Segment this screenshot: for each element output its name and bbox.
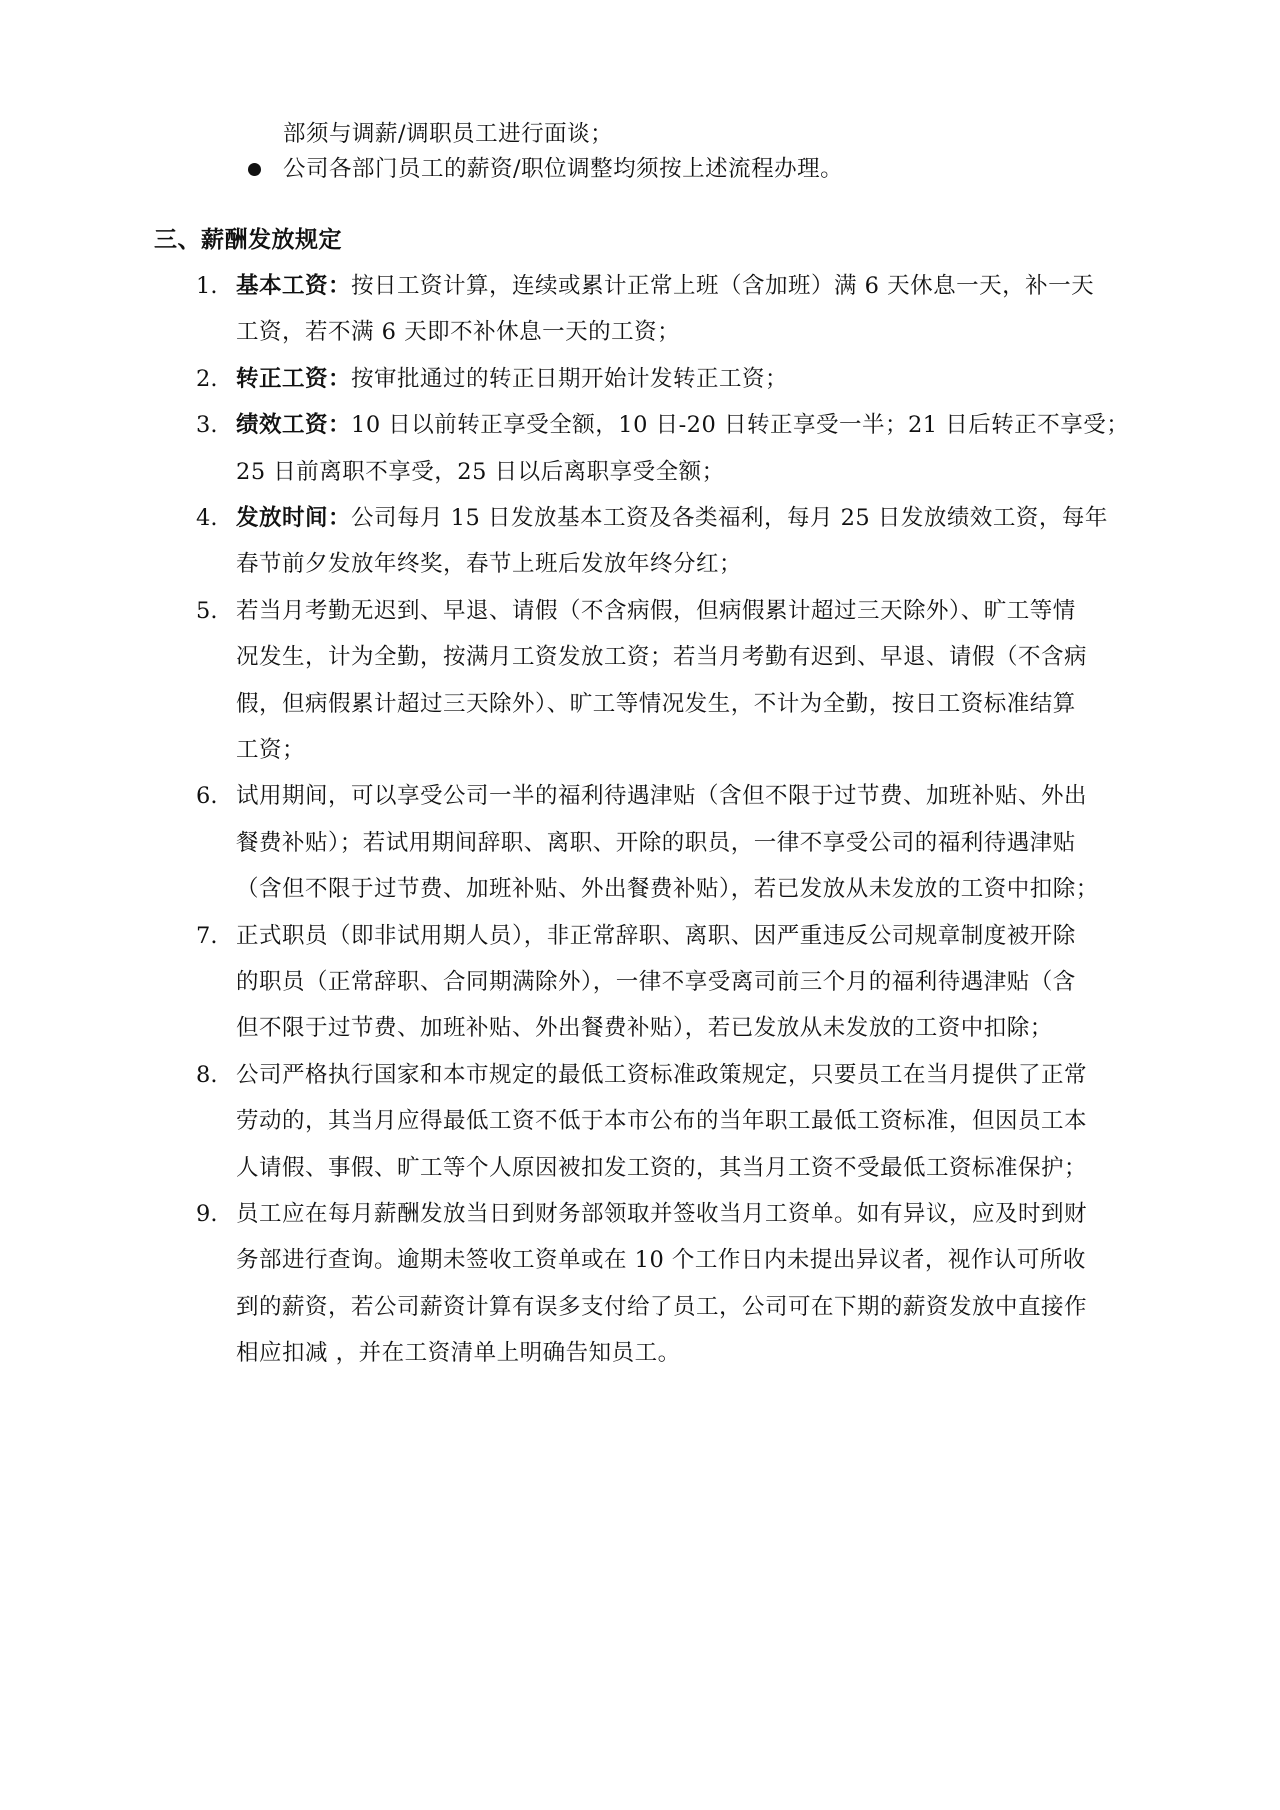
item-line: 务部进行查询。逾期未签收工资单或在 10 个工作日内未提出异议者，视作认可所收 [236,1247,1086,1273]
item-text: 按审批通过的转正日期开始计发转正工资； [351,366,789,392]
item-line: 人请假、事假、旷工等个人原因被扣发工资的，其当月工资不受最低工资标准保护； [236,1155,1088,1181]
item-text: 10 日以前转正享受全额，10 日-20 日转正享受一半；21 日后转正不享受； [351,412,1130,438]
item-text: 公司每月 15 日发放基本工资及各类福利，每月 25 日发放绩效工资，每年 [351,505,1108,531]
item-line: （含但不限于过节费、加班补贴、外出餐费补贴），若已发放从未发放的工资中扣除； [236,876,1099,902]
item-line: 假，但病假累计超过三天除外）、旷工等情况发生，不计为全勤，按日工资标准结算 [236,691,1076,717]
bullet-dot-icon [248,163,261,176]
item-number: 4. [196,505,218,531]
item-label: 发放时间： [236,505,352,531]
item-line [236,364,788,394]
item-line: 员工应在每月薪酬发放当日到财务部领取并签收当月工资单。如有异议，应及时到财 [236,1201,1088,1227]
item-number: 6. [196,783,218,809]
intro-bullet: 公司各部门员工的薪资/职位调整均须按上述流程办理。 [283,156,844,182]
item-number: 5. [196,598,218,624]
item-line: 相应扣减 ，并在工资清单上明确告知员工。 [236,1340,681,1366]
item-number: 1. [196,273,218,299]
item-line: 春节前夕发放年终奖，春节上班后发放年终分红； [236,551,743,577]
intro-continuation: 部须与调薪/调职员工进行面谈； [283,121,614,147]
item-line: 工资； [236,737,306,763]
item-line: 25 日前离职不享受，25 日以后离职享受全额； [236,459,725,485]
item-text: 按日工资计算，连续或累计正常上班（含加班）满 6 天休息一天，补一天 [351,273,1095,299]
item-line [236,503,1108,533]
section-heading: 三、薪酬发放规定 [154,226,342,253]
item-line: 劳动的，其当月应得最低工资不低于本市公布的当年职工最低工资标准，但因员工本 [236,1108,1088,1134]
item-number: 3. [196,412,218,438]
item-label: 绩效工资： [236,412,352,438]
item-label: 转正工资： [236,366,352,392]
item-number: 8. [196,1062,218,1088]
item-line: 正式职员（即非试用期人员），非正常辞职、离职、因严重违反公司规章制度被开除 [236,923,1076,949]
item-number: 9. [196,1201,218,1227]
item-number: 2. [196,366,218,392]
item-line: 但不限于过节费、加班补贴、外出餐费补贴），若已发放从未发放的工资中扣除； [236,1015,1053,1041]
item-label: 基本工资： [236,273,352,299]
item-number: 7. [196,923,218,949]
item-line [236,410,1129,440]
item-line: 到的薪资，若公司薪资计算有误多支付给了员工，公司可在下期的薪资发放中直接作 [236,1294,1088,1320]
item-line: 若当月考勤无迟到、早退、请假（不含病假，但病假累计超过三天除外）、旷工等情 [236,598,1076,624]
item-line: 公司严格执行国家和本市规定的最低工资标准政策规定，只要员工在当月提供了正常 [236,1062,1088,1088]
item-line: 试用期间，可以享受公司一半的福利待遇津贴（含但不限于过节费、加班补贴、外出 [236,783,1088,809]
item-line: 况发生，计为全勤，按满月工资发放工资；若当月考勤有迟到、早退、请假（不含病 [236,644,1088,670]
item-line [236,271,1094,301]
item-line: 的职员（正常辞职、合同期满除外），一律不享受离司前三个月的福利待遇津贴（含 [236,969,1076,995]
item-line: 工资，若不满 6 天即不补休息一天的工资； [236,319,681,345]
item-line: 餐费补贴）；若试用期间辞职、离职、开除的职员，一律不享受公司的福利待遇津贴 [236,830,1076,856]
